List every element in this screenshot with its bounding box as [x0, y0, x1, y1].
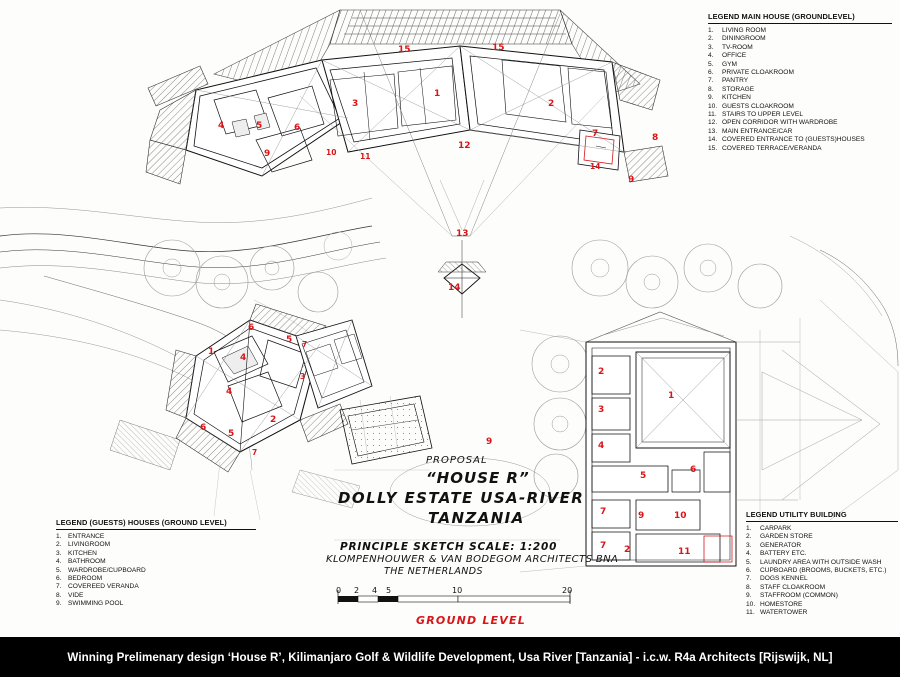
room-marker-guest-6a: 6 [248, 323, 255, 333]
legend-item-label: DOGS KENNEL [760, 575, 808, 583]
room-marker-main-2: 2 [548, 99, 555, 109]
legend-item: 2. LIVINGROOM [56, 541, 111, 549]
legend-item-label: BATHROOM [68, 558, 106, 566]
room-marker-main-15b: 15 [492, 43, 505, 53]
legend-item: 1. LIVING ROOM [708, 27, 766, 34]
legend-item: 6. CUPBOARD (BROOMS, BUCKETS, ETC.) [746, 567, 887, 575]
legend-item: 9. STAFFROOM (COMMON) [746, 592, 838, 600]
room-marker-guest-4b: 4 [226, 387, 233, 397]
room-marker-guest-9: 9 [486, 437, 493, 447]
legend-item-label: LIVING ROOM [722, 27, 766, 34]
legend-item-label: SWIMMING POOL [68, 600, 124, 608]
legend-item-label: WATERTOWER [760, 609, 808, 617]
legend-item-label: OFFICE [722, 52, 747, 60]
room-marker-guest-1: 1 [208, 347, 215, 357]
room-marker-main-6: 6 [294, 123, 301, 133]
room-marker-main-5: 5 [256, 121, 263, 131]
legend-item-label: DININGROOM [722, 35, 766, 43]
legend-item-label: HOMESTORE [760, 600, 803, 608]
legend-item-label: GARDEN STORE [760, 533, 813, 541]
legend-item: 14. COVERED ENTRANCE TO (GUESTS)HOUSES [708, 136, 865, 144]
legend-item: 10. GUESTS CLOAKROOM [708, 102, 794, 110]
legend-item: 4. OFFICE [708, 52, 747, 60]
legend-item: 11. WATERTOWER [746, 609, 808, 617]
legend-guest-houses-title: LEGEND (GUESTS) HOUSES (GROUND LEVEL) [56, 518, 227, 527]
legend-item-label: GYM [722, 60, 738, 68]
room-marker-utility-11: 11 [678, 547, 691, 557]
room-marker-guest-7a: 7 [302, 340, 308, 349]
room-marker-main-7: 7 [592, 129, 599, 139]
legend-item: 10. HOMESTORE [746, 600, 803, 608]
room-marker-main-12: 12 [458, 141, 471, 151]
legend-guest-houses-list [56, 533, 256, 609]
room-marker-main-15a: 15 [398, 45, 411, 55]
room-marker-guest-2: 2 [270, 415, 277, 425]
room-marker-main-4: 4 [218, 121, 225, 131]
scale-tick-20: 20 [562, 586, 573, 595]
legend-item: 7. DOGS KENNEL [746, 575, 808, 583]
legend-utility-building [746, 510, 898, 617]
legend-item: 6. PRIVATE CLOAKROOM [708, 69, 794, 77]
legend-item-label: LAUNDRY AREA WITH OUTSIDE WASH [760, 558, 882, 566]
room-marker-guest-6b: 6 [200, 423, 207, 433]
title-architects-country: THE NETHERLANDS [384, 566, 483, 577]
room-marker-utility-10: 10 [674, 511, 687, 521]
room-marker-utility-9: 9 [638, 511, 645, 521]
legend-item: 5. GYM [708, 60, 738, 68]
legend-item-label: KITCHEN [722, 94, 751, 102]
legend-item: 7. COVEREED VERANDA [56, 583, 139, 591]
legend-item-label: STORAGE [722, 85, 755, 93]
room-marker-guest-5b: 5 [228, 429, 235, 439]
room-marker-guest-5: 5 [286, 335, 293, 345]
room-marker-main-14b: 14 [448, 283, 461, 293]
room-marker-utility-5: 5 [640, 471, 647, 481]
legend-item: 12. OPEN CORRIDOR WITH WARDROBE [708, 119, 838, 127]
legend-item: 3. GENERATOR [746, 541, 802, 549]
legend-item: 4. BATTERY ETC. [746, 550, 807, 558]
legend-item-label: PRIVATE CLOAKROOM [722, 69, 794, 77]
legend-item: 7. PANTRY [708, 77, 749, 85]
title-architects: KLOMPENHOUWER & VAN BODEGOM ARCHITECTS BNA [326, 554, 619, 565]
legend-item-label: OPEN CORRIDOR WITH WARDROBE [722, 119, 838, 127]
legend-item-label: GUESTS CLOAKROOM [722, 102, 794, 110]
room-marker-utility-3: 3 [598, 405, 605, 415]
scale-tick-2: 2 [354, 586, 360, 595]
legend-main-house-title: LEGEND MAIN HOUSE (GROUNDLEVEL) [708, 12, 855, 21]
room-marker-guest-4a: 4 [240, 353, 247, 363]
legend-item: 5. WARDROBE/CUPBOARD [56, 566, 146, 574]
room-marker-main-9b: 9 [628, 175, 635, 185]
legend-item-label: WARDROBE/CUPBOARD [68, 566, 146, 574]
legend-item-label: COVERED ENTRANCE TO (GUESTS)HOUSES [722, 136, 865, 144]
legend-utility-building-rule [746, 521, 898, 522]
legend-item: 2. DININGROOM [708, 35, 766, 43]
legend-item: 5. LAUNDRY AREA WITH OUTSIDE WASH [746, 558, 882, 566]
legend-item-label: COVERED TERRACE/VERANDA [722, 144, 822, 152]
legend-item-label: STAFFROOM (COMMON) [760, 592, 838, 600]
room-marker-utility-4: 4 [598, 441, 605, 451]
title-sketch-scale: PRINCIPLE SKETCH SCALE: 1:200 [340, 541, 558, 553]
legend-item: 8. STAFF CLOAKROOM [746, 583, 826, 591]
legend-item-label: STAFF CLOAKROOM [760, 583, 826, 591]
legend-item: 11. STAIRS TO UPPER LEVEL [708, 111, 803, 119]
room-marker-main-1: 1 [434, 89, 441, 99]
room-marker-main-10: 10 [326, 148, 337, 157]
scale-tick-5: 5 [386, 586, 392, 595]
legend-utility-building-title: LEGEND UTILITY BUILDING [746, 510, 847, 519]
title-estate: DOLLY ESTATE USA-RIVER [338, 489, 585, 507]
legend-item-label: LIVINGROOM [68, 541, 111, 549]
legend-item-label: MAIN ENTRANCE/CAR [722, 127, 793, 135]
scale-tick-4: 4 [372, 586, 378, 595]
title-project-name: “HOUSE R” [426, 469, 530, 487]
legend-item: 1. CARPARK [746, 525, 792, 532]
title-country: TANZANIA [428, 509, 525, 527]
room-marker-main-13: 13 [456, 229, 469, 239]
room-marker-main-3: 3 [352, 99, 359, 109]
legend-item: 3. KITCHEN [56, 549, 97, 557]
legend-item-label: STAIRS TO UPPER LEVEL [722, 111, 803, 119]
legend-guest-houses [56, 518, 256, 609]
legend-item-label: TV-ROOM [722, 43, 753, 51]
room-marker-utility-1: 1 [668, 391, 675, 401]
title-block [326, 455, 630, 577]
room-marker-utility-6: 6 [690, 465, 697, 475]
scale-tick-0: 0 [336, 586, 342, 595]
legend-item: 8. VIDE [56, 591, 84, 599]
legend-main-house [708, 12, 892, 153]
room-marker-utility-7b: 7 [600, 541, 607, 551]
legend-item: 13. MAIN ENTRANCE/CAR [708, 127, 793, 135]
legend-item: 4. BATHROOM [56, 558, 106, 566]
legend-item-label: BEDROOM [68, 575, 103, 583]
legend-item-label: BATTERY ETC. [760, 550, 807, 558]
legend-item: 15. COVERED TERRACE/VERANDA [708, 144, 822, 152]
legend-item-label: GENERATOR [760, 541, 802, 549]
legend-guest-houses-rule [56, 529, 256, 530]
legend-item-label: PANTRY [722, 77, 749, 85]
scale-tick-10: 10 [452, 586, 463, 595]
room-marker-utility-2b: 2 [624, 545, 631, 555]
caption-bar [0, 637, 900, 677]
legend-item-label: CUPBOARD (BROOMS, BUCKETS, ETC.) [760, 567, 887, 575]
legend-item: 1. ENTRANCE [56, 533, 105, 540]
room-marker-guest-7b: 7 [252, 448, 258, 457]
legend-item: 9. SWIMMING POOL [56, 600, 124, 608]
legend-item-label: CARPARK [760, 525, 792, 532]
title-proposal: PROPOSAL [426, 455, 488, 466]
legend-item: 9. KITCHEN [708, 94, 751, 102]
legend-item-label: KITCHEN [68, 549, 97, 557]
legend-item: 6. BEDROOM [56, 575, 103, 583]
room-marker-main-11: 11 [360, 152, 371, 161]
legend-item-label: COVEREED VERANDA [68, 583, 139, 591]
legend-item-label: ENTRANCE [68, 533, 105, 540]
room-marker-main-14a: 14 [590, 162, 601, 171]
legend-utility-building-list [746, 525, 898, 617]
legend-item: 8. STORAGE [708, 85, 755, 93]
legend-main-house-rule [708, 23, 892, 24]
legend-item: 3. TV-ROOM [708, 43, 753, 51]
legend-item-label: VIDE [68, 591, 84, 599]
caption-text: Winning Prelimenary design ‘House R’, Kilimanjaro Golf & Wildlife Development, Usa River [Tanzania] - i.c.w. R4a Architects [Rijswijk, NL] [67, 650, 833, 664]
room-marker-main-8: 8 [652, 133, 659, 143]
legend-item: 2. GARDEN STORE [746, 533, 813, 541]
ground-level-label: GROUND LEVEL [416, 614, 526, 627]
room-marker-guest-3: 3 [300, 372, 306, 381]
room-marker-utility-7a: 7 [600, 507, 607, 517]
room-marker-main-9: 9 [264, 149, 271, 159]
legend-main-house-list [708, 27, 892, 153]
room-marker-utility-2a: 2 [598, 367, 605, 377]
